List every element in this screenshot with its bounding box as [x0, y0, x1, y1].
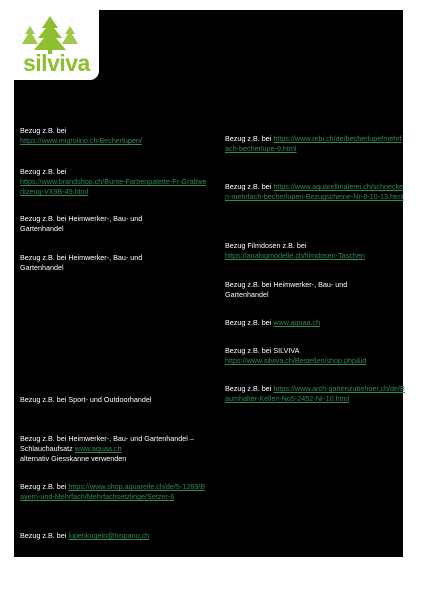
item-link[interactable]: https://analogmodelle.ch/filmdosen-Taschen: [225, 251, 365, 260]
item-text: Bezug z.B. bei Heimwerker-, Bau- und Gartenhandel: [225, 280, 348, 299]
item-link[interactable]: https://www.migrolino.ch/Becherlupen/: [20, 136, 142, 145]
item-text: Bezug z.B. bei: [225, 182, 274, 191]
item-text: Bezug Filmdosen z.B. bei: [225, 241, 307, 250]
item-link[interactable]: https://www.shop.aquarelle.ch/de/5-1269/Bayern-und-Mehrfach/Mehrfachsetzlinge/Setzer-6: [20, 482, 205, 501]
item-text: Bezug z.B. bei: [20, 167, 67, 176]
left-item-6: [20, 434, 208, 464]
item-text: Bezug z.B. bei Heimwerker-, Bau- und Gartenhandel – Schlauchaufsatz: [20, 434, 194, 453]
logo: [14, 10, 99, 80]
left-item-3: [20, 214, 170, 234]
item-link[interactable]: https://www.rebi.ch/de/becherlupe/mehrfach-becherlupe-9.html: [225, 134, 402, 153]
item-link[interactable]: https://www.brandshop.ch/Bunte-Farbenpalette-Fr-Grabwerkzeug-VX9B-49.html: [20, 177, 207, 196]
right-item-1: [225, 134, 405, 154]
right-item-2: [225, 182, 405, 202]
item-text: Bezug z.B. bei: [225, 384, 274, 393]
item-text: Bezug z.B. bei SILVIVA: [225, 346, 300, 355]
item-text: Bezug z.B. bei: [225, 134, 274, 143]
right-item-4: [225, 280, 375, 300]
item-text: Bezug z.B. bei Heimwerker-, Bau- und Gartenhandel: [20, 214, 143, 233]
left-item-1: [20, 126, 208, 146]
item-text: Bezug z.B. bei Heimwerker-, Bau- und Gartenhandel: [20, 253, 143, 272]
left-item-8: [20, 531, 208, 541]
left-item-2: [20, 167, 208, 197]
item-text: Bezug z.B. bei: [20, 531, 69, 540]
left-item-7: [20, 482, 208, 502]
right-item-7: [225, 384, 405, 404]
left-item-4: [20, 253, 170, 273]
tree-logo-icon: [20, 16, 80, 54]
item-text: Bezug z.B. bei Sport- und Outdoorhandel: [20, 395, 152, 404]
logo-text: silviva: [23, 50, 90, 76]
item-link[interactable]: https://www.aquarellmalerei.ch/schnecken-mehrfach-becherlupen-Bezugscheine-Nr-8-10-13.html: [225, 182, 404, 201]
left-item-5: [20, 395, 208, 405]
item-link[interactable]: www.aquaa.ch: [74, 444, 122, 453]
right-item-3: [225, 241, 405, 261]
item-link[interactable]: https://www.arch-gartenzubehoer.ch/de/Baumhalter-Kellen-No5-2452-Nr-10.html: [225, 384, 405, 403]
item-text-suffix: alternativ Giesskanne verwenden: [20, 454, 127, 463]
right-item-5: [225, 318, 405, 328]
right-item-6: [225, 346, 405, 366]
item-text: Bezug z.B. bei: [20, 126, 67, 135]
item-link[interactable]: https://www.silviva.ch/Bestellen/shop.php&id: [225, 356, 367, 365]
item-link[interactable]: lupenkugeln@hispano.ch: [68, 531, 150, 540]
item-link[interactable]: www.aquaa.ch: [273, 318, 321, 327]
item-text: Bezug z.B. bei: [20, 482, 69, 491]
item-text: Bezug z.B. bei: [225, 318, 274, 327]
